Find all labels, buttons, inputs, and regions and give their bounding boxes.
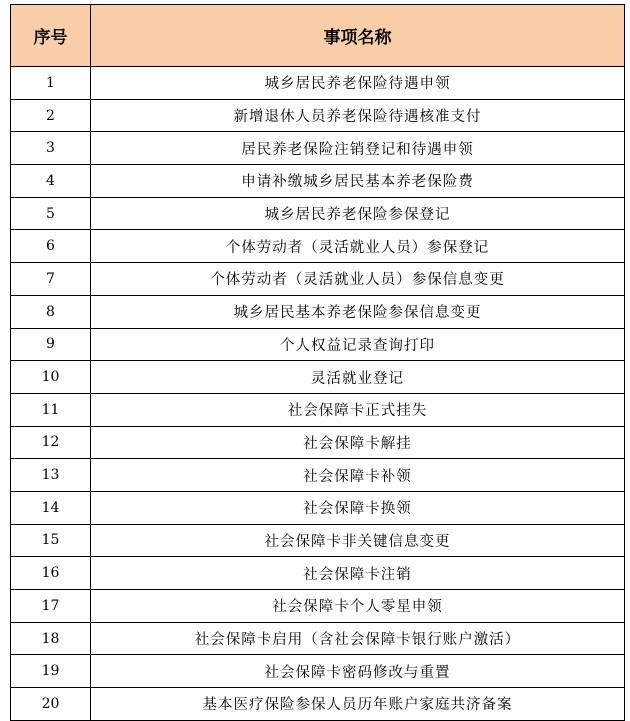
row-item-name: 基本医疗保险参保人员历年账户家庭共济备案 bbox=[91, 688, 625, 721]
table-header-row bbox=[11, 5, 625, 67]
row-index: 4 bbox=[11, 165, 91, 198]
row-item-name: 个体劳动者（灵活就业人员）参保登记 bbox=[91, 230, 625, 263]
table-row bbox=[11, 328, 625, 361]
row-index: 8 bbox=[11, 295, 91, 328]
row-item-name: 社会保障卡解挂 bbox=[91, 426, 625, 459]
row-item-name: 个人权益记录查询打印 bbox=[91, 328, 625, 361]
table-row bbox=[11, 459, 625, 492]
table-row bbox=[11, 655, 625, 688]
row-item-name: 社会保障卡启用（含社会保障卡银行账户激活） bbox=[91, 622, 625, 655]
row-index: 1 bbox=[11, 67, 91, 100]
row-index: 15 bbox=[11, 524, 91, 557]
row-item-name: 社会保障卡非关键信息变更 bbox=[91, 524, 625, 557]
row-item-name: 灵活就业登记 bbox=[91, 361, 625, 394]
row-item-name: 社会保障卡换领 bbox=[91, 491, 625, 524]
row-index: 5 bbox=[11, 197, 91, 230]
row-item-name: 社会保障卡正式挂失 bbox=[91, 393, 625, 426]
row-index: 10 bbox=[11, 361, 91, 394]
row-index: 9 bbox=[11, 328, 91, 361]
table-row bbox=[11, 67, 625, 100]
table-row bbox=[11, 132, 625, 165]
row-item-name: 城乡居民养老保险待遇申领 bbox=[91, 67, 625, 100]
row-item-name: 城乡居民养老保险参保登记 bbox=[91, 197, 625, 230]
row-index: 19 bbox=[11, 655, 91, 688]
row-index: 18 bbox=[11, 622, 91, 655]
row-index: 3 bbox=[11, 132, 91, 165]
table-row bbox=[11, 491, 625, 524]
table-row bbox=[11, 165, 625, 198]
row-item-name: 居民养老保险注销登记和待遇申领 bbox=[91, 132, 625, 165]
row-item-name: 新增退休人员养老保险待遇核准支付 bbox=[91, 99, 625, 132]
table-row bbox=[11, 263, 625, 296]
table-row bbox=[11, 688, 625, 721]
table-row bbox=[11, 426, 625, 459]
row-index: 7 bbox=[11, 263, 91, 296]
table-row bbox=[11, 524, 625, 557]
table-body bbox=[11, 67, 625, 721]
table-row bbox=[11, 295, 625, 328]
row-index: 17 bbox=[11, 590, 91, 623]
row-item-name: 社会保障卡注销 bbox=[91, 557, 625, 590]
items-table-container bbox=[10, 4, 624, 721]
table-row bbox=[11, 197, 625, 230]
row-item-name: 申请补缴城乡居民基本养老保险费 bbox=[91, 165, 625, 198]
table-row bbox=[11, 557, 625, 590]
row-item-name: 个体劳动者（灵活就业人员）参保信息变更 bbox=[91, 263, 625, 296]
table-row bbox=[11, 230, 625, 263]
row-item-name: 社会保障卡个人零星申领 bbox=[91, 590, 625, 623]
row-index: 16 bbox=[11, 557, 91, 590]
table-row bbox=[11, 99, 625, 132]
row-index: 12 bbox=[11, 426, 91, 459]
row-item-name: 城乡居民基本养老保险参保信息变更 bbox=[91, 295, 625, 328]
table-row bbox=[11, 361, 625, 394]
table-row bbox=[11, 622, 625, 655]
row-index: 11 bbox=[11, 393, 91, 426]
row-item-name: 社会保障卡密码修改与重置 bbox=[91, 655, 625, 688]
row-item-name: 社会保障卡补领 bbox=[91, 459, 625, 492]
items-table bbox=[10, 4, 625, 721]
row-index: 20 bbox=[11, 688, 91, 721]
header-index: 序号 bbox=[11, 5, 91, 67]
header-item-name: 事项名称 bbox=[91, 5, 625, 67]
table-row bbox=[11, 590, 625, 623]
row-index: 2 bbox=[11, 99, 91, 132]
row-index: 14 bbox=[11, 491, 91, 524]
row-index: 6 bbox=[11, 230, 91, 263]
table-row bbox=[11, 393, 625, 426]
row-index: 13 bbox=[11, 459, 91, 492]
